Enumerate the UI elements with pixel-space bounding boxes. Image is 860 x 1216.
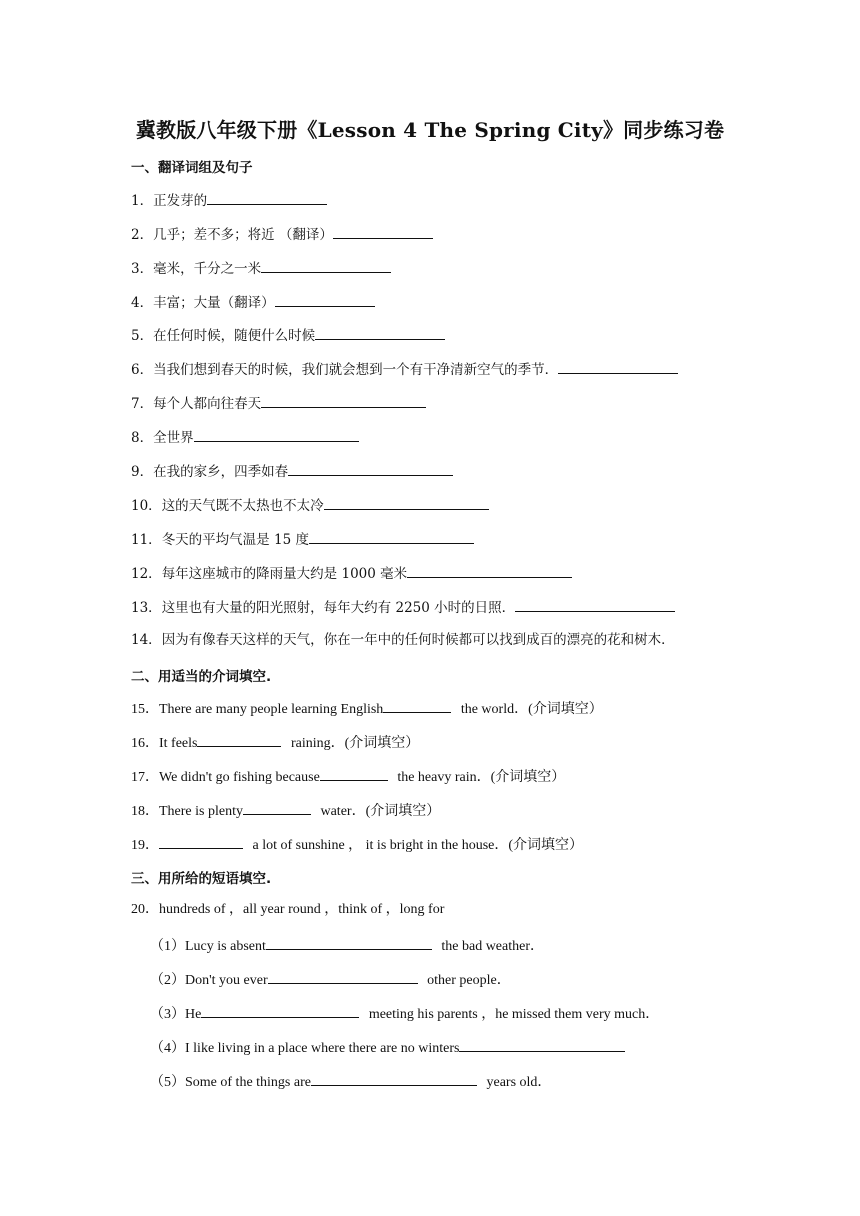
question-13 [131, 597, 681, 617]
question-text: 丰富；大量（翻译） [153, 295, 275, 311]
question-number: 6． [131, 362, 154, 378]
worksheet-title: 冀教版八年级下册《Lesson 4 The Spring City》同步练习卷 [135, 118, 725, 142]
question-text-tail: other people． [423, 973, 511, 988]
sub-question-3 [150, 1003, 659, 1024]
question-text: 正发芽的 [153, 193, 208, 209]
answer-blank[interactable] [197, 732, 281, 747]
answer-blank[interactable] [194, 427, 359, 442]
question-number: 14． [131, 632, 162, 648]
sub-question-4 [150, 1037, 631, 1058]
question-text: 全世界 [153, 430, 194, 446]
question-text: 这里也有大量的阳光照射，每年大约有 2250 小时的日照． [161, 600, 516, 616]
question-number: 16． [131, 736, 159, 751]
answer-blank[interactable] [383, 698, 451, 713]
question-text: 在我的家乡，四季如春 [153, 464, 289, 480]
question-text: 每个人都向往春天 [153, 396, 262, 412]
question-text: 因为有像春天这样的天气，你在一年中的任何时候都可以找到成百的漂亮的花和树木． [161, 632, 675, 648]
question-text: He [185, 1007, 202, 1022]
answer-blank[interactable] [288, 461, 453, 476]
question-14 [131, 631, 675, 649]
question-7 [131, 393, 432, 413]
question-text: There is plenty [159, 804, 243, 819]
question-number: 11． [131, 532, 162, 548]
question-text-tail: raining．(介词填空） [287, 736, 420, 751]
question-17 [131, 766, 565, 787]
answer-blank[interactable] [311, 1071, 477, 1086]
question-9 [131, 461, 459, 481]
question-5 [131, 325, 451, 345]
question-4 [131, 292, 381, 312]
question-number: 3． [131, 261, 154, 277]
question-text: Some of the things are [185, 1075, 311, 1090]
answer-blank[interactable] [159, 834, 243, 849]
answer-blank[interactable] [275, 292, 375, 307]
question-number: 5． [131, 328, 154, 344]
question-8 [131, 427, 365, 447]
sub-question-number: （3） [150, 1007, 185, 1022]
question-text-tail: the bad weather． [437, 939, 544, 954]
question-text-tail: a lot of sunshine ， it is bright in the house．(介词填空） [249, 838, 584, 853]
question-10 [131, 495, 495, 515]
question-text: There are many people learning English [159, 702, 384, 717]
question-number: 1． [131, 193, 154, 209]
sub-question-number: （2） [150, 973, 185, 988]
question-number: 12． [131, 566, 162, 582]
question-20 [131, 901, 444, 919]
question-text: 毫米，千分之一米 [153, 261, 262, 277]
sub-question-1 [150, 935, 544, 956]
question-number: 17． [131, 770, 159, 785]
question-text: 冬天的平均气温是 15 度 [161, 532, 309, 548]
answer-blank[interactable] [261, 258, 391, 273]
phrase-bank: hundreds of ，all year round ，think of ，long for [159, 902, 445, 917]
question-text: 当我们想到春天的时候，我们就会想到一个有干净清新空气的季节． [153, 362, 559, 378]
question-number: 9． [131, 464, 154, 480]
question-number: 18． [131, 804, 159, 819]
question-text: Lucy is absent [185, 939, 266, 954]
section-heading-phrases: 三、用所给的短语填空. [131, 871, 272, 887]
section-heading-prepositions: 二、用适当的介词填空. [131, 669, 272, 685]
question-text-tail: the heavy rain．(介词填空） [393, 770, 566, 785]
sub-question-5 [150, 1071, 551, 1092]
answer-blank[interactable] [324, 495, 489, 510]
answer-blank[interactable] [261, 393, 426, 408]
question-number: 20． [131, 902, 159, 917]
question-number: 8． [131, 430, 154, 446]
sub-question-number: （5） [150, 1075, 185, 1090]
question-number: 13． [131, 600, 162, 616]
question-12 [131, 563, 578, 583]
answer-blank[interactable] [201, 1003, 359, 1018]
question-text: Don't you ever [185, 973, 268, 988]
question-1 [131, 190, 333, 210]
question-6 [131, 359, 684, 379]
question-16 [131, 732, 419, 753]
question-text-tail: the world．(介词填空） [457, 702, 603, 717]
answer-blank[interactable] [558, 359, 678, 374]
question-number: 19． [131, 838, 159, 853]
question-19 [131, 834, 583, 855]
question-2 [131, 224, 439, 244]
sub-question-number: （4） [150, 1041, 185, 1056]
question-11 [131, 529, 480, 549]
answer-blank[interactable] [207, 190, 327, 205]
question-text: 每年这座城市的降雨量大约是 1000 毫米 [161, 566, 408, 582]
question-text: We didn't go fishing because [159, 770, 320, 785]
question-text: I like living in a place where there are no winters [185, 1041, 460, 1056]
sub-question-2 [150, 969, 511, 990]
question-text: 这的天气既不太热也不太冷 [161, 498, 324, 514]
question-text-tail: meeting his parents ，he missed them very much． [365, 1007, 660, 1022]
answer-blank[interactable] [243, 800, 311, 815]
question-18 [131, 800, 440, 821]
answer-blank[interactable] [407, 563, 572, 578]
question-text-tail: water．(介词填空） [316, 804, 441, 819]
question-3 [131, 258, 397, 278]
sub-question-number: （1） [150, 939, 185, 954]
question-15 [131, 698, 603, 719]
question-number: 7． [131, 396, 154, 412]
answer-blank[interactable] [333, 224, 433, 239]
question-number: 4． [131, 295, 154, 311]
answer-blank[interactable] [515, 597, 675, 612]
answer-blank[interactable] [268, 969, 418, 984]
question-text: 几乎；差不多；将近 （翻译） [153, 227, 333, 243]
answer-blank[interactable] [320, 766, 388, 781]
answer-blank[interactable] [459, 1037, 625, 1052]
question-number: 10． [131, 498, 162, 514]
question-text: 在任何时候，随便什么时候 [153, 328, 316, 344]
answer-blank[interactable] [315, 325, 445, 340]
question-text-tail: years old． [482, 1075, 552, 1090]
answer-blank[interactable] [309, 529, 474, 544]
question-number: 15． [131, 702, 159, 717]
question-number: 2． [131, 227, 154, 243]
question-text: It feels [159, 736, 198, 751]
answer-blank[interactable] [266, 935, 432, 950]
section-heading-translate: 一、翻译词组及句子 [131, 160, 253, 176]
